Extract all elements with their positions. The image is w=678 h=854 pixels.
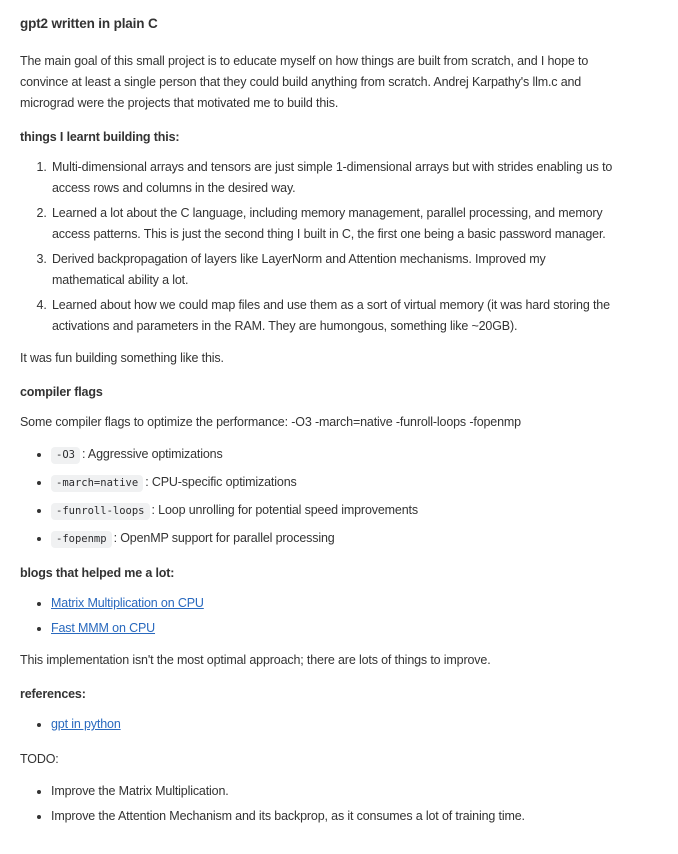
fun-note-paragraph: It was fun building something like this. [20, 351, 224, 365]
blog-link-fast-mmm[interactable]: Fast MMM on CPU [51, 621, 156, 635]
compiler-intro-paragraph: Some compiler flags to optimize the performance: -O3 -march=native -funroll-loops -fopenmp [20, 415, 521, 429]
heading-things-learnt: things I learnt building this: [20, 130, 180, 144]
list-item [51, 714, 618, 735]
heading-blogs: blogs that helped me a lot: [20, 566, 175, 580]
blogs-list [20, 593, 618, 639]
flag-description: : OpenMP support for parallel processing [113, 531, 335, 545]
heading-compiler-flags: compiler flags [20, 385, 103, 399]
reference-link-gpt-in-python[interactable]: gpt in python [51, 717, 121, 731]
list-item: • Improve the Matrix Multiplication. [51, 781, 618, 802]
blog-link-matrix-multiplication[interactable]: Matrix Multiplication on CPU [51, 596, 204, 610]
flag-item [51, 444, 618, 466]
things-learnt-list [20, 157, 618, 337]
list-item [51, 593, 618, 614]
list-item: 3. Derived backpropagation of layers like LayerNorm and Attention mechanisms. Improved my mathematical ability a lot. [50, 249, 618, 291]
code-span: -fopenmp [51, 531, 112, 548]
flag-item [51, 472, 618, 494]
references-list [20, 714, 618, 735]
list-item: 2. Learned a lot about the C language, including memory management, parallel processing, and memory access patterns. This is just the second thing I built in C, the first one being a basic password manager. [50, 203, 618, 245]
list-item: 4. Learned about how we could map files and use them as a sort of virtual memory (it was hard storing the activations and parameters in the RAM. They are humongous, something like ~20GB). [50, 295, 618, 337]
todo-list [20, 781, 618, 827]
flag-item [51, 500, 618, 522]
list-item: • Improve the Attention Mechanism and its backprop, as it consumes a lot of training time. [51, 806, 618, 827]
outro-paragraph: This implementation isn't the most optimal approach; there are lots of things to improve. [20, 653, 491, 667]
code-span: -O3 [51, 447, 80, 464]
flag-description: : Loop unrolling for potential speed improvements [151, 503, 418, 517]
heading-references: references: [20, 687, 86, 701]
flag-item [51, 528, 618, 550]
list-item [51, 618, 618, 639]
code-span: -funroll-loops [51, 503, 150, 520]
flag-description: : CPU-specific optimizations [145, 475, 297, 489]
page-title: gpt2 written in plain C [20, 16, 158, 31]
flag-description: : Aggressive optimizations [81, 447, 223, 461]
todo-label: TODO: [20, 752, 59, 766]
code-span: -march=native [51, 475, 143, 492]
list-item: 1. Multi-dimensional arrays and tensors are just simple 1-dimensional arrays but with strides enabling us to access rows and columns in the desired way. [50, 157, 618, 199]
intro-paragraph: The main goal of this small project is to educate myself on how things are built from scratch, and I hope to convince at least a single person that they could build anything from scratch. Andrej Karpathy's llm.c and micrograd were the projects that motivated me to build this. [20, 54, 589, 110]
compiler-flags-list [20, 444, 618, 550]
